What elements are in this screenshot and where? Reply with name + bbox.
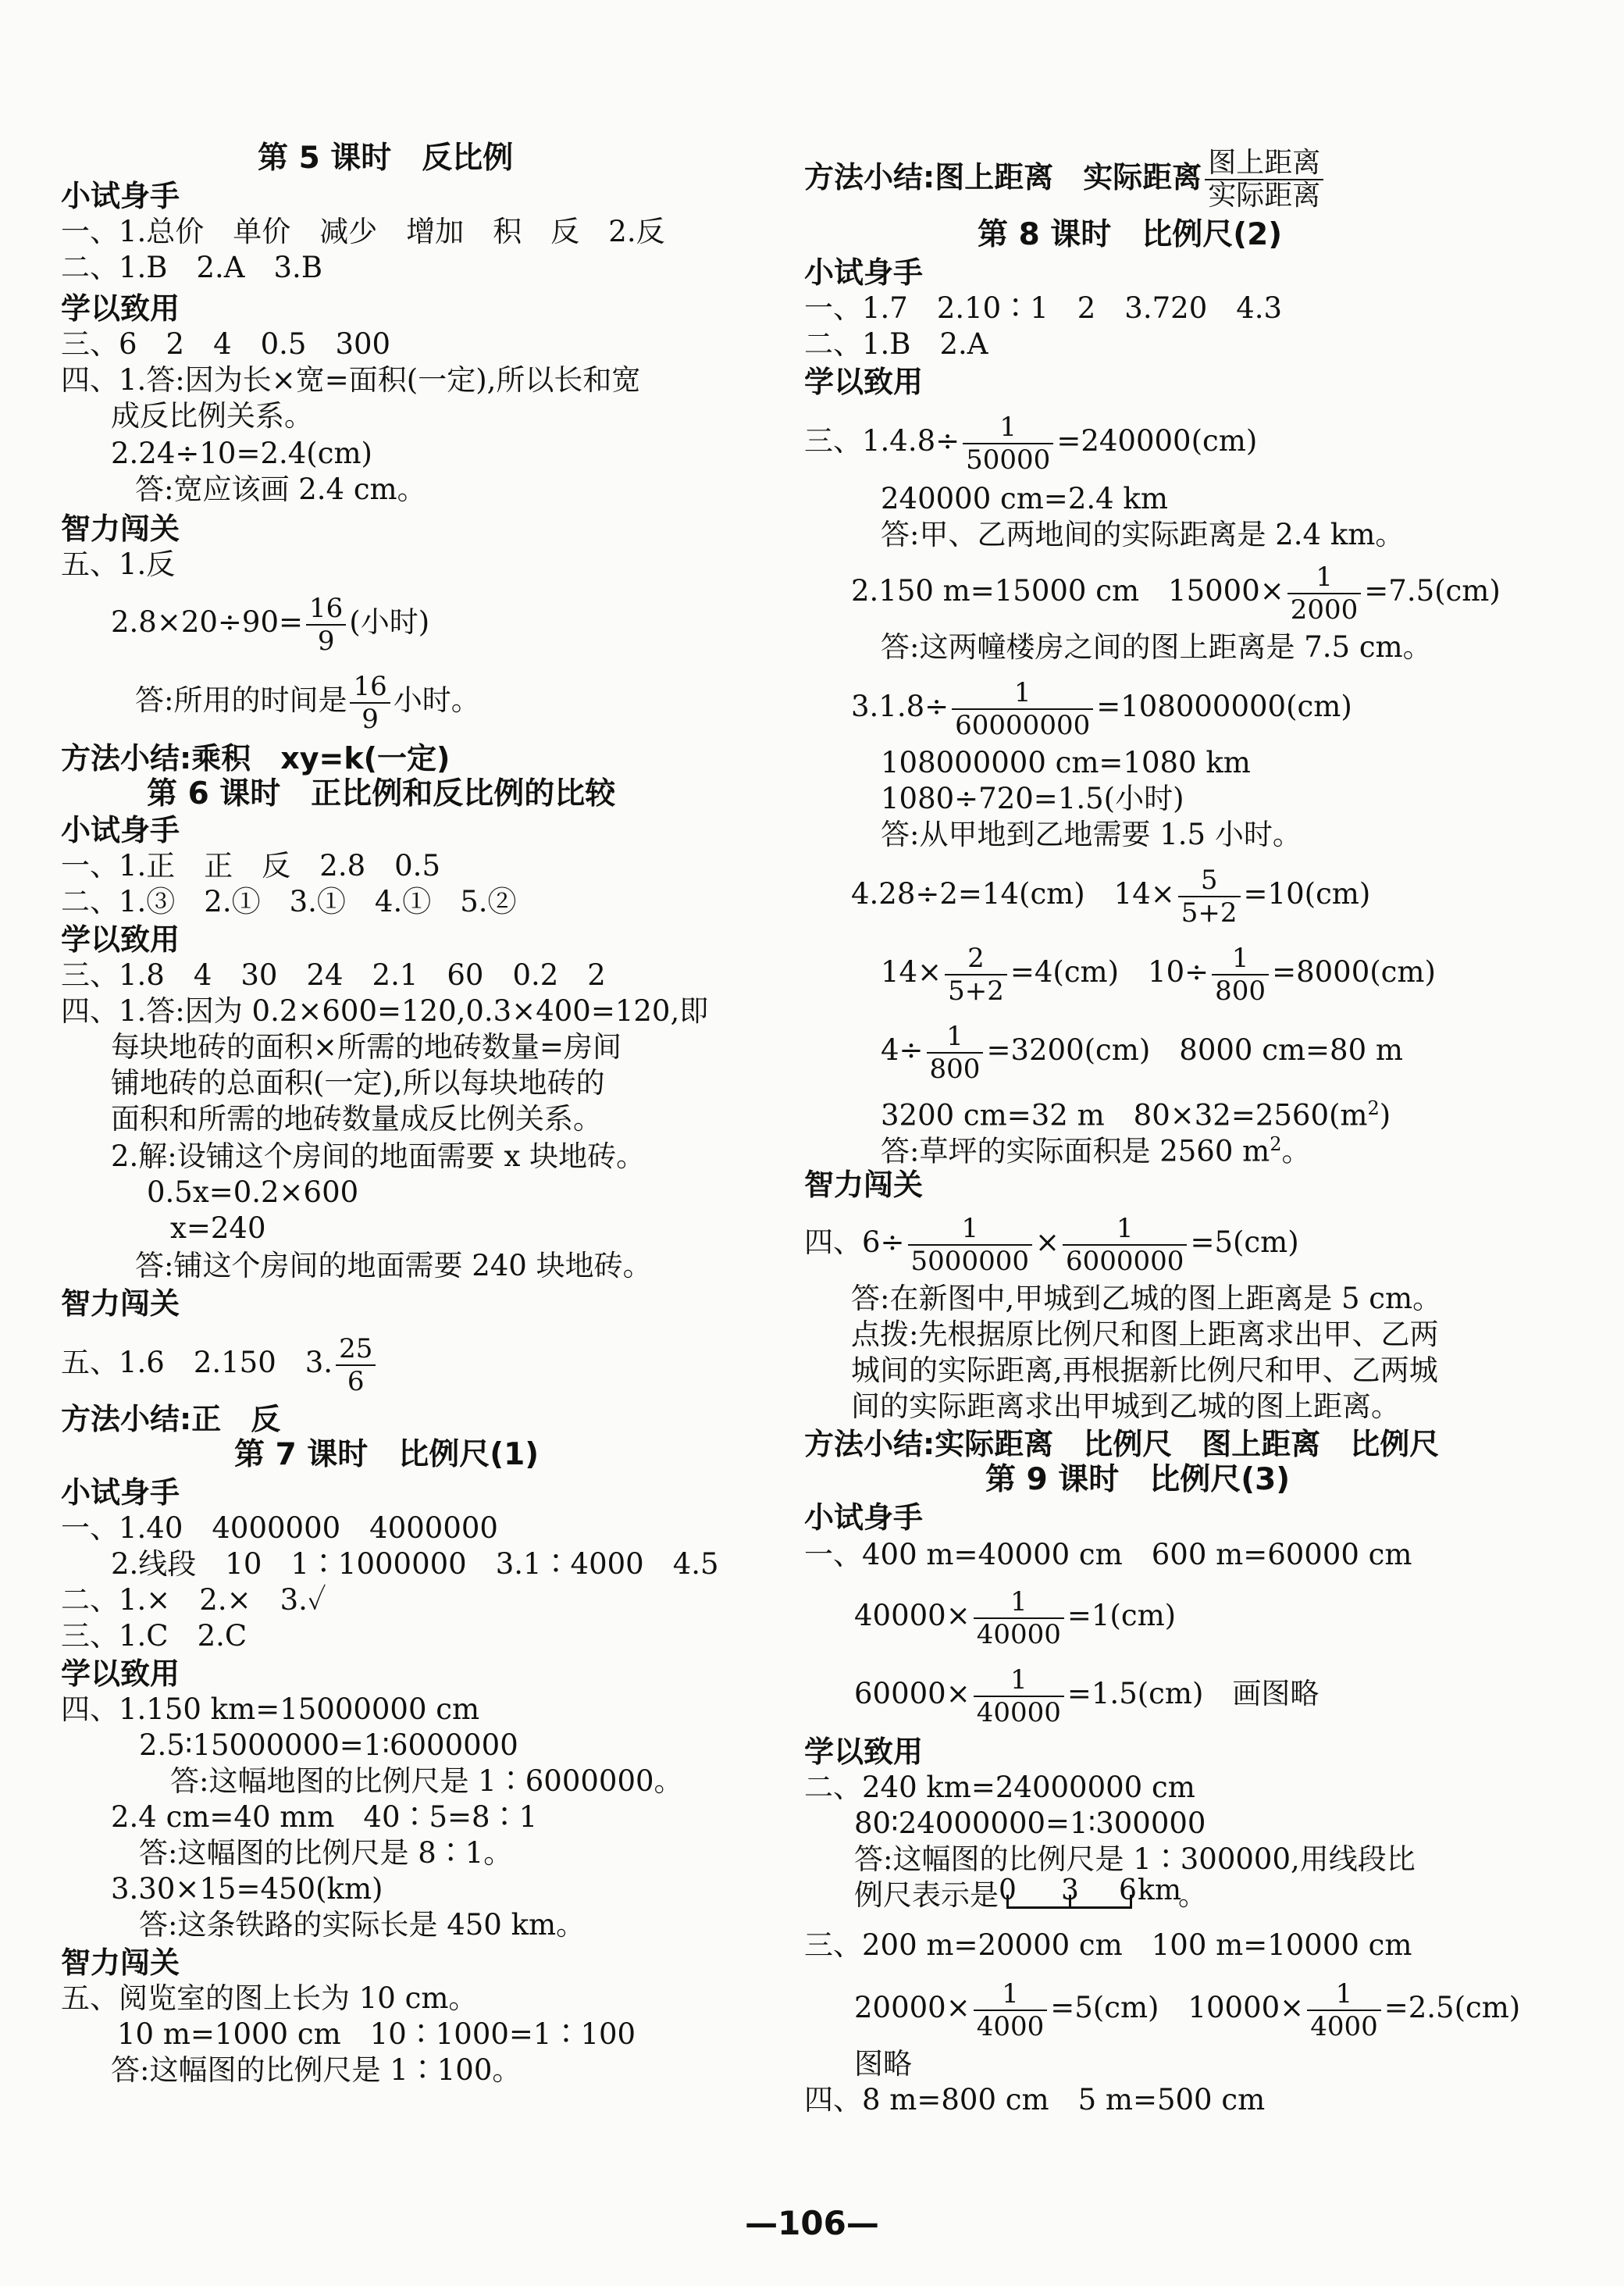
answer-line: 2.5∶15000000=1∶6000000 — [139, 1728, 518, 1762]
left-column — [61, 0, 842, 2286]
fraction — [1205, 148, 1323, 212]
denominator: 9 — [361, 703, 379, 735]
expr-text: 40000× — [854, 1599, 970, 1632]
denominator: 9 — [317, 625, 335, 657]
expr-text: =4(cm) 10÷ — [1010, 955, 1209, 989]
answer-line: 一、1.40 4000000 4000000 — [61, 1511, 498, 1545]
section-heading: 智力闯关 — [61, 1945, 180, 1980]
answer-line — [804, 406, 1257, 476]
denominator: 60000000 — [955, 709, 1091, 741]
expr-text: 14× — [881, 955, 942, 989]
fraction — [945, 943, 1007, 1007]
fraction — [974, 1664, 1064, 1728]
denominator: 4000 — [976, 2010, 1045, 2042]
method-summary: 方法小结:正 反 — [61, 1402, 281, 1436]
answer-line: 一、1.正 正 反 2.8 0.5 — [61, 849, 440, 883]
answer-line — [854, 1581, 1176, 1651]
expr-text: 2.150 m=15000 cm 15000× — [851, 574, 1284, 608]
denominator: 5+2 — [948, 975, 1004, 1007]
numerator: 1 — [1212, 943, 1269, 975]
expr-text: 方法小结:图上距离 实际距离 — [804, 160, 1202, 194]
section-heading: 小试身手 — [804, 255, 924, 290]
expr-text: 答:所用的时间是 — [135, 683, 347, 717]
answer-line — [854, 1874, 1207, 1913]
expr-text: =2.5(cm) — [1384, 1991, 1521, 2024]
denominator: 40000 — [976, 1696, 1061, 1728]
scale-label: 0 — [999, 1874, 1017, 1906]
section-heading: 小试身手 — [61, 813, 180, 847]
denominator: 5+2 — [1181, 897, 1238, 929]
answer-line: 二、240 km=24000000 cm — [804, 1771, 1195, 1804]
fraction — [306, 593, 346, 657]
fraction — [336, 1333, 376, 1397]
answer-line: 一、1.7 2.10∶1 2 3.720 4.3 — [804, 291, 1283, 325]
section-heading: 智力闯关 — [804, 1168, 924, 1202]
fraction — [1307, 1978, 1381, 2042]
section-heading: 智力闯关 — [61, 512, 180, 546]
answer-line: 四、1.150 km=15000000 cm — [61, 1692, 480, 1726]
expr-text: 3.1.8÷ — [851, 690, 949, 723]
method-summary: 方法小结:乘积 xy=k(一定) — [61, 741, 451, 776]
answer-line: 每块地砖的面积×所需的地砖数量=房间 — [111, 1030, 622, 1064]
answer-line — [135, 665, 480, 736]
expr-text: =5(cm) — [1190, 1225, 1299, 1259]
section-heading: 智力闯关 — [61, 1286, 180, 1321]
expr-text: =10(cm) — [1243, 877, 1371, 911]
expr-text: 。 — [1281, 1134, 1311, 1168]
answer-line: 铺地砖的总面积(一定),所以每块地砖的 — [111, 1066, 605, 1100]
answer-line: 答:宽应该画 2.4 cm。 — [135, 473, 426, 506]
denominator: 40000 — [976, 1618, 1061, 1650]
fraction — [952, 677, 1093, 741]
expr-text: 。 — [1178, 1878, 1207, 1912]
scale-label: 3 — [1061, 1874, 1079, 1906]
expr-text: 4.28÷2=14(cm) 14× — [851, 877, 1175, 911]
answer-line: x=240 — [170, 1211, 266, 1245]
denominator: 4000 — [1310, 2010, 1378, 2042]
fraction — [927, 1021, 984, 1085]
section-heading: 学以致用 — [61, 922, 180, 957]
expr-text: =1.5(cm) 画图略 — [1067, 1677, 1320, 1710]
fraction — [1287, 562, 1362, 626]
answer-line: 三、1.C 2.C — [61, 1619, 248, 1653]
answer-line: 2.4 cm=40 mm 40∶5=8∶1 — [111, 1800, 538, 1834]
answer-line: 五、1.反 — [61, 547, 176, 581]
denominator: 实际距离 — [1208, 179, 1321, 212]
superscript: 2 — [1367, 1097, 1380, 1119]
answer-line: 四、8 m=800 cm 5 m=500 cm — [804, 2083, 1266, 2117]
denominator: 800 — [1215, 975, 1266, 1007]
fraction — [1178, 865, 1241, 929]
numerator: 1 — [974, 1664, 1064, 1697]
method-summary — [804, 142, 1327, 212]
denominator: 800 — [929, 1053, 981, 1085]
answer-line: 四、1.答:因为 0.2×600=120,0.3×400=120,即 — [61, 994, 709, 1028]
numerator: 16 — [306, 593, 346, 626]
section-heading: 学以致用 — [804, 365, 924, 399]
answer-line: 2.解:设铺这个房间的地面需要 x 块地砖。 — [111, 1139, 646, 1173]
numerator: 图上距离 — [1205, 148, 1323, 180]
answer-line: 答:在新图中,甲城到乙城的图上距离是 5 cm。 — [851, 1282, 1442, 1315]
right-column — [804, 0, 1585, 2286]
answer-line: 图略 — [854, 2047, 912, 2081]
denominator: 6 — [347, 1365, 365, 1397]
line-scale-diagram — [999, 1874, 1181, 1913]
expr-text: ) — [1379, 1098, 1391, 1132]
expr-text: =8000(cm) — [1272, 955, 1436, 989]
expr-text: 2.8×20÷90= — [111, 605, 304, 639]
answer-line: 答:从甲地到乙地需要 1.5 小时。 — [881, 818, 1302, 851]
answer-line: 二、1.B 2.A 3.B — [61, 251, 323, 284]
answer-line: 答:这条铁路的实际长是 450 km。 — [139, 1908, 586, 1942]
fraction — [963, 412, 1053, 476]
answer-line: 3.30×15=450(km) — [111, 1872, 383, 1906]
superscript: 2 — [1270, 1133, 1282, 1155]
answer-line: 五、阅览室的图上长为 10 cm。 — [61, 1981, 478, 2015]
answer-line: 1080÷720=1.5(小时) — [881, 782, 1184, 815]
lesson-9-title: 第 9 课时 比例尺(3) — [985, 1462, 1291, 1497]
answer-line: 二、1.B 2.A — [804, 327, 988, 361]
answer-line — [881, 1015, 1403, 1086]
answer-line: 四、1.答:因为长×宽=面积(一定),所以长和宽 — [61, 363, 641, 397]
answer-line: 答:甲、乙两地间的实际距离是 2.4 km。 — [881, 518, 1405, 551]
answer-line: 三、6 2 4 0.5 300 — [61, 327, 391, 361]
fraction — [1212, 943, 1269, 1007]
numerator: 1 — [952, 677, 1093, 710]
method-summary: 方法小结:实际距离 比例尺 图上距离 比例尺 — [804, 1427, 1440, 1461]
numerator: 1 — [927, 1021, 984, 1054]
section-heading: 小试身手 — [804, 1500, 924, 1535]
scale-unit: km — [1138, 1874, 1181, 1906]
numerator: 1 — [1063, 1213, 1187, 1246]
expr-text: 小时。 — [393, 683, 480, 717]
answer-line: 一、400 m=40000 cm 600 m=60000 cm — [804, 1538, 1412, 1571]
hint-line: 点拨:先根据原比例尺和图上距离求出甲、乙两 — [851, 1318, 1439, 1351]
numerator: 2 — [945, 943, 1007, 975]
expr-text: =3200(cm) 8000 cm=80 m — [986, 1033, 1403, 1067]
answer-line — [851, 672, 1352, 742]
numerator: 25 — [336, 1333, 376, 1366]
denominator: 2000 — [1290, 594, 1359, 626]
answer-line — [61, 1328, 379, 1398]
section-heading: 学以致用 — [804, 1735, 924, 1769]
answer-line: 三、1.8 4 30 24 2.1 60 0.2 2 — [61, 958, 606, 992]
section-heading: 学以致用 — [61, 291, 180, 326]
section-heading: 小试身手 — [61, 179, 180, 213]
expr-text: 三、1.4.8÷ — [804, 424, 960, 458]
answer-line: 80∶24000000=1∶300000 — [854, 1806, 1206, 1840]
expr-text: 五、1.6 2.150 3. — [61, 1346, 333, 1379]
expr-text: (小时) — [349, 605, 430, 639]
answer-line: 答:这幅地图的比例尺是 1∶6000000。 — [170, 1764, 683, 1798]
denominator: 50000 — [966, 444, 1051, 476]
answer-line: 108000000 cm=1080 km — [881, 746, 1251, 779]
scale-label: 6 — [1119, 1874, 1137, 1906]
expr-text: × — [1035, 1225, 1060, 1259]
answer-line: 答:这两幢楼房之间的图上距离是 7.5 cm。 — [881, 630, 1432, 664]
answer-line — [851, 859, 1370, 929]
answer-line: 二、1.× 2.× 3.✓ — [61, 1583, 326, 1617]
answer-line: 三、200 m=20000 cm 100 m=10000 cm — [804, 1928, 1412, 1962]
answer-line: 240000 cm=2.4 km — [881, 482, 1168, 515]
answer-line: 二、1.③ 2.① 3.① 4.① 5.② — [61, 885, 517, 918]
expr-text: 例尺表示是 — [854, 1878, 999, 1912]
numerator: 1 — [908, 1213, 1032, 1246]
numerator: 1 — [1287, 562, 1362, 594]
answer-line: 面积和所需的地砖数量成反比例关系。 — [111, 1102, 602, 1136]
lesson-5-title: 第 5 课时 反比例 — [258, 141, 514, 176]
page-number: —106— — [745, 2204, 879, 2242]
expr-text: 答:草坪的实际面积是 2560 m — [881, 1134, 1270, 1168]
answer-line: 成反比例关系。 — [111, 399, 313, 433]
answer-line: 答:这幅图的比例尺是 1∶100。 — [111, 2053, 522, 2087]
lesson-8-title: 第 8 课时 比例尺(2) — [978, 217, 1283, 252]
fraction — [1063, 1213, 1187, 1277]
lesson-6-title: 第 6 课时 正比例和反比例的比较 — [147, 776, 616, 811]
numerator: 1 — [963, 412, 1053, 444]
fraction — [350, 671, 390, 735]
expr-text: 四、6÷ — [804, 1225, 905, 1259]
section-heading: 小试身手 — [61, 1475, 180, 1510]
answer-line: 0.5x=0.2×600 — [147, 1175, 359, 1209]
answer-line: 答:这幅图的比例尺是 1∶300000,用线段比 — [854, 1842, 1416, 1876]
expr-text: =108000000(cm) — [1096, 690, 1352, 723]
answer-line — [881, 937, 1436, 1007]
answer-line: 10 m=1000 cm 10∶1000=1∶100 — [117, 2017, 636, 2051]
numerator: 1 — [974, 1978, 1048, 2011]
hint-line: 间的实际距离求出甲城到乙城的图上距离。 — [851, 1389, 1400, 1423]
answer-line: 答:铺这个房间的地面需要 240 块地砖。 — [135, 1249, 652, 1282]
answer-line — [804, 1207, 1299, 1278]
numerator: 16 — [350, 671, 390, 704]
expr-text: 60000× — [854, 1677, 970, 1710]
expr-text: 4÷ — [881, 1033, 924, 1067]
expr-text: =5(cm) 10000× — [1050, 1991, 1305, 2024]
expr-text: =1(cm) — [1067, 1599, 1177, 1632]
denominator: 5000000 — [910, 1245, 1029, 1277]
answer-line — [854, 1973, 1520, 2043]
answer-line — [111, 587, 429, 658]
answer-line: 答:这幅图的比例尺是 8∶1。 — [139, 1836, 513, 1870]
expr-text: =240000(cm) — [1056, 424, 1258, 458]
expr-text: 20000× — [854, 1991, 970, 2024]
answer-line — [881, 1126, 1311, 1169]
denominator: 6000000 — [1066, 1245, 1184, 1277]
section-heading: 学以致用 — [61, 1657, 180, 1691]
fraction — [974, 1978, 1048, 2042]
answer-line: 2.24÷10=2.4(cm) — [111, 437, 372, 470]
answer-line: 2.线段 10 1∶1000000 3.1∶4000 4.5 — [111, 1547, 719, 1581]
numerator: 1 — [974, 1586, 1064, 1619]
fraction — [908, 1213, 1032, 1277]
hint-line: 城间的实际距离,再根据新比例尺和甲、乙两城 — [851, 1353, 1438, 1387]
numerator: 5 — [1178, 865, 1241, 897]
fraction — [974, 1586, 1064, 1650]
answer-line — [851, 556, 1501, 626]
expr-text: =7.5(cm) — [1364, 574, 1501, 608]
answer-line — [854, 1659, 1319, 1729]
answer-line: 一、1.总价 单价 减少 增加 积 反 2.反 — [61, 215, 665, 248]
expr-text: 3200 cm=32 m 80×32=2560(m — [881, 1098, 1368, 1132]
lesson-7-title: 第 7 课时 比例尺(1) — [234, 1437, 540, 1472]
numerator: 1 — [1307, 1978, 1381, 2011]
